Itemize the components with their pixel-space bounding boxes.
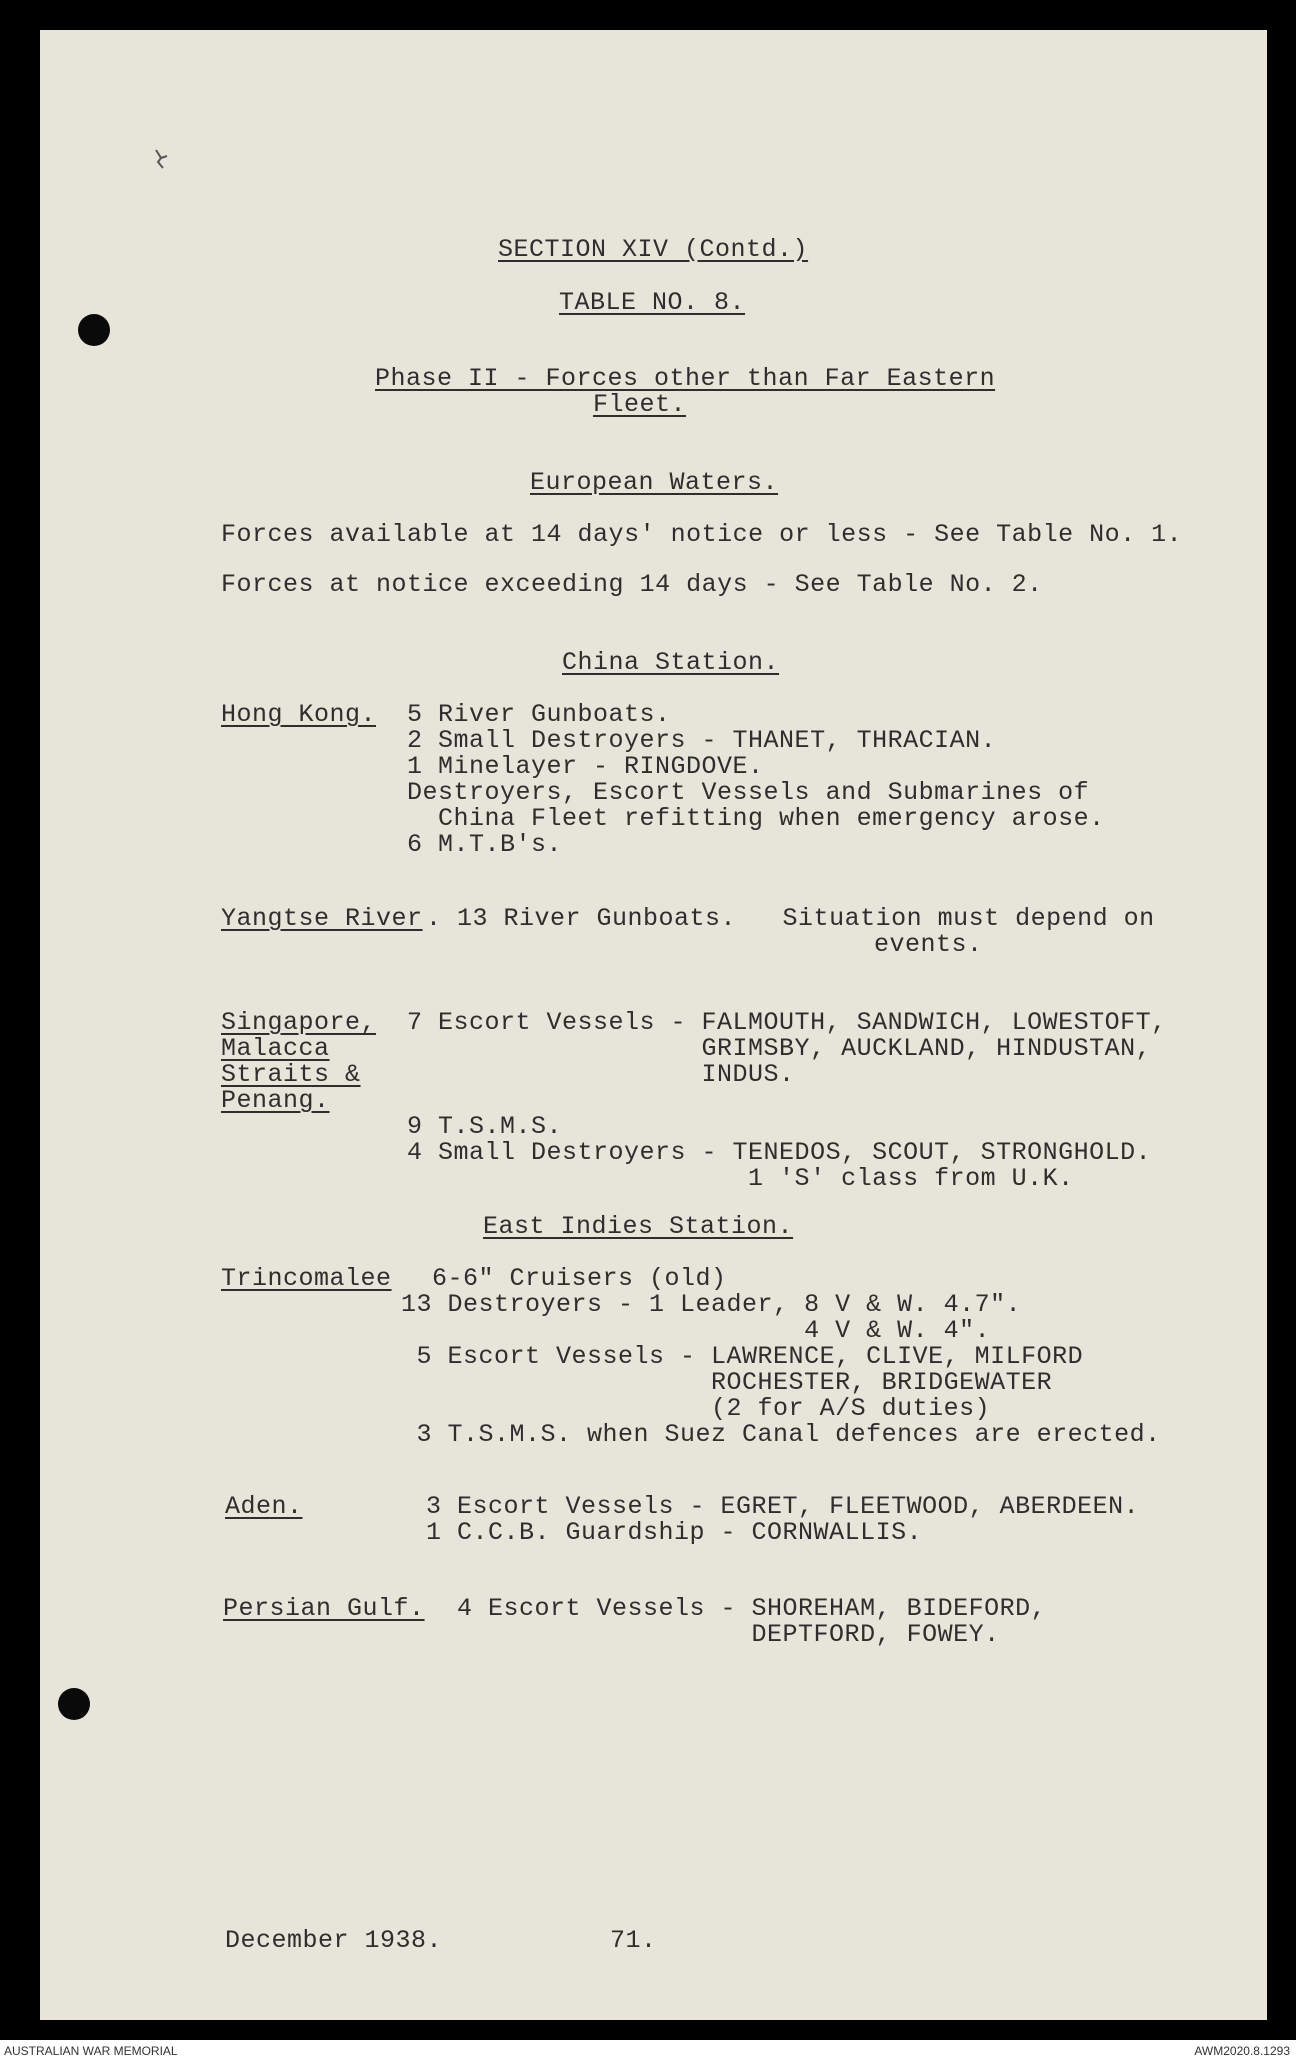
trincomalee-line: 6-6" Cruisers (old) xyxy=(401,1264,727,1293)
singapore-label: Straits & xyxy=(221,1060,361,1089)
persian-gulf-line: 4 Escort Vessels - SHOREHAM, BIDEFORD, xyxy=(457,1594,1047,1623)
section-heading: SECTION XIV (Contd.) xyxy=(498,235,809,264)
persian-gulf-label: Persian Gulf. xyxy=(223,1594,425,1623)
singapore-line: 4 Small Destroyers - TENEDOS, SCOUT, STRONGHOLD. xyxy=(407,1138,1152,1167)
singapore-line: 7 Escort Vessels - FALMOUTH, SANDWICH, LOWESTOFT, xyxy=(407,1008,1167,1037)
archive-reference: AWM2020.8.1293 xyxy=(1194,2044,1290,2058)
archive-info-bar xyxy=(0,2040,1296,2061)
title-line-1: Phase II - Forces other than Far Eastern xyxy=(375,364,996,393)
aden-label: Aden. xyxy=(225,1492,303,1521)
archive-name: AUSTRALIAN WAR MEMORIAL xyxy=(4,2044,178,2058)
yangtse-river-label: Yangtse River xyxy=(221,904,423,933)
hong-kong-line: 2 Small Destroyers - THANET, THRACIAN. xyxy=(407,726,997,755)
hong-kong-line: 1 Minelayer - RINGDOVE. xyxy=(407,752,764,781)
hong-kong-line: 6 M.T.B's. xyxy=(407,830,563,859)
paper-tear-mark xyxy=(152,148,170,170)
european-waters-heading: European Waters. xyxy=(530,468,779,497)
singapore-line: 9 T.S.M.S. xyxy=(407,1112,563,1141)
hong-kong-line: Destroyers, Escort Vessels and Submarines of xyxy=(407,778,1090,807)
singapore-label: Malacca xyxy=(221,1034,330,1063)
trincomalee-line: (2 for A/S duties) xyxy=(401,1394,991,1423)
hong-kong-line: 5 River Gunboats. xyxy=(407,700,671,729)
singapore-line: INDUS. xyxy=(407,1060,795,1089)
trincomalee-line: 3 T.S.M.S. when Suez Canal defences are erected. xyxy=(401,1420,1161,1449)
singapore-line: 1 'S' class from U.K. xyxy=(407,1164,1074,1193)
trincomalee-line: 5 Escort Vessels - LAWRENCE, CLIVE, MILFORD xyxy=(401,1342,1084,1371)
singapore-line: GRIMSBY, AUCKLAND, HINDUSTAN, xyxy=(407,1034,1152,1063)
china-station-heading: China Station. xyxy=(562,648,780,677)
punch-hole xyxy=(78,314,110,346)
aden-line: 1 C.C.B. Guardship - CORNWALLIS. xyxy=(426,1518,923,1547)
title-line-2: Fleet. xyxy=(593,390,687,419)
hong-kong-label: Hong Kong. xyxy=(221,700,377,729)
yangtse-river-text-2: events. xyxy=(874,930,983,959)
trincomalee-line: ROCHESTER, BRIDGEWATER xyxy=(401,1368,1053,1397)
european-line-2: Forces at notice exceeding 14 days - See Table No. 2. xyxy=(221,570,1043,599)
trincomalee-line: 13 Destroyers - 1 Leader, 8 V & W. 4.7". xyxy=(401,1290,1022,1319)
trincomalee-label: Trincomalee xyxy=(221,1264,392,1293)
document-date: December 1938. xyxy=(225,1926,443,1955)
singapore-label: Singapore, xyxy=(221,1008,377,1037)
table-number: TABLE NO. 8. xyxy=(559,288,746,317)
singapore-label: Penang. xyxy=(221,1086,330,1115)
east-indies-heading: East Indies Station. xyxy=(483,1212,794,1241)
punch-hole xyxy=(58,1688,90,1720)
trincomalee-line: 4 V & W. 4". xyxy=(401,1316,991,1345)
european-line-1: Forces available at 14 days' notice or less - See Table No. 1. xyxy=(221,520,1183,549)
yangtse-river-text: . 13 River Gunboats. Situation must depend on xyxy=(426,904,1155,933)
hong-kong-line: China Fleet refitting when emergency arose. xyxy=(407,804,1105,833)
persian-gulf-line: DEPTFORD, FOWEY. xyxy=(457,1620,1000,1649)
page-number: 71. xyxy=(610,1926,657,1955)
aden-line: 3 Escort Vessels - EGRET, FLEETWOOD, ABERDEEN. xyxy=(426,1492,1140,1521)
